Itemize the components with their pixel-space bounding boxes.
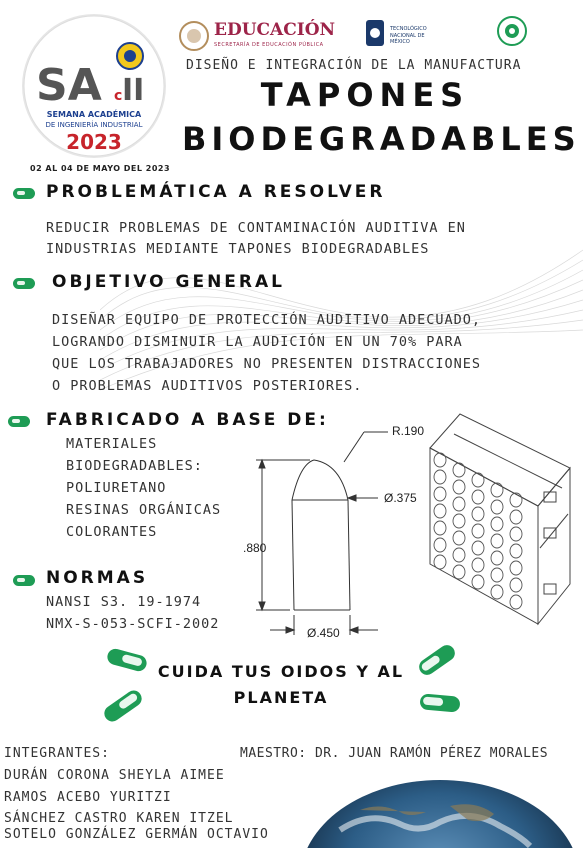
course-subtitle: DISEÑO E INTEGRACIÓN DE LA MANUFACTURA (186, 58, 522, 73)
svg-text:SA: SA (36, 60, 102, 111)
mold-hole (434, 487, 446, 501)
bullet-pill-icon (8, 416, 30, 427)
mold-hole (472, 524, 484, 538)
mold-hole (453, 463, 465, 477)
earplug-pill-icon (418, 690, 462, 716)
mold-hole (453, 565, 465, 579)
member-name: SÁNCHEZ CASTRO KAREN ITZEL (4, 811, 234, 826)
normas-item: NMX-S-053-SCFI-2002 (46, 616, 220, 632)
mold-isometric-drawing (420, 408, 580, 630)
badge-label-line1: SEMANA ACADÉMICA (46, 110, 142, 119)
radius-label: R.190 (392, 424, 425, 438)
badge-year: 2023 (66, 130, 122, 154)
title-line-2: BIODEGRADABLES (182, 120, 581, 158)
mold-hole (472, 541, 484, 555)
mold-hole (491, 500, 503, 514)
event-date: 02 AL 04 DE MAYO DEL 2023 (30, 164, 171, 173)
mold-hole (434, 453, 446, 467)
problematica-heading: PROBLEMÁTICA A RESOLVER (46, 182, 386, 202)
objetivo-line-3: QUE LOS TRABAJADORES NO PRESENTEN DISTRACCIONES (52, 356, 482, 372)
mold-hole (453, 514, 465, 528)
problematica-line-1: REDUCIR PROBLEMAS DE CONTAMINACIÓN AUDITIVA EN (46, 220, 466, 236)
member-name: SOTELO GONZÁLEZ GERMÁN OCTAVIO (4, 827, 269, 842)
fabricado-item: COLORANTES (66, 524, 158, 540)
mold-hole (453, 497, 465, 511)
earth-globe-image (280, 770, 583, 848)
institutional-seal-icon (496, 14, 528, 48)
mexico-seal-icon (178, 20, 210, 52)
mold-hole (491, 585, 503, 599)
objetivo-line-2: LOGRANDO DISMINUIR LA AUDICIÓN EN UN 70% PARA (52, 334, 463, 350)
fabricado-item: RESINAS ORGÁNICAS (66, 502, 222, 518)
mold-hole (434, 521, 446, 535)
mold-hole (510, 527, 522, 541)
mold-hole (510, 595, 522, 609)
mold-hole (510, 510, 522, 524)
mold-hole (491, 534, 503, 548)
mold-hole (434, 504, 446, 518)
badge-label-line2: DE INGENIERÍA INDUSTRIAL (45, 121, 143, 129)
mold-hole (453, 531, 465, 545)
mold-hole (472, 575, 484, 589)
normas-heading: NORMAS (46, 568, 149, 588)
fabricado-item: BIODEGRADABLES: (66, 458, 203, 474)
bullet-pill-icon (13, 575, 35, 586)
diameter-top-label: Ø.375 (384, 491, 417, 505)
members-label: INTEGRANTES: (4, 746, 110, 761)
tecnm-text-2: NACIONAL DE MÉXICO (390, 33, 425, 45)
mold-hole (434, 538, 446, 552)
normas-item: NANSI S3. 19-1974 (46, 594, 202, 610)
mold-hole (510, 561, 522, 575)
svg-text:II: II (122, 73, 145, 108)
title-line-1: TAPONES (260, 76, 470, 114)
slogan-line-1: CUIDA TUS OIDOS Y AL (157, 662, 405, 681)
objetivo-line-4: O PROBLEMAS AUDITIVOS POSTERIORES. (52, 378, 363, 394)
mold-hole (472, 558, 484, 572)
problematica-line-2: INDUSTRIAS MEDIANTE TAPONES BIODEGRADABLES (46, 241, 430, 257)
member-name: DURÁN CORONA SHEYLA AIMEE (4, 768, 225, 783)
member-name: RAMOS ACEBO YURITZI (4, 790, 172, 805)
mold-hole (453, 480, 465, 494)
fabricado-heading: FABRICADO A BASE DE: (46, 410, 329, 430)
tecnm-logo (364, 18, 444, 48)
diameter-bottom-label: Ø.450 (307, 626, 340, 640)
mold-hole (491, 568, 503, 582)
objetivo-heading: OBJETIVO GENERAL (52, 272, 285, 292)
earplug-pill-icon (98, 686, 148, 726)
teacher-name: MAESTRO: DR. JUAN RAMÓN PÉREZ MORALES (240, 746, 549, 761)
objetivo-line-1: DISEÑAR EQUIPO DE PROTECCIÓN AUDITIVO ADECUADO, (52, 312, 482, 328)
svg-text:c: c (114, 88, 123, 104)
bullet-pill-icon (13, 278, 35, 289)
mold-hole (510, 493, 522, 507)
educacion-logo (178, 20, 338, 52)
mold-hole (491, 483, 503, 497)
tecnm-text-1: TECNOLÓGICO (390, 26, 427, 32)
mold-hole (434, 555, 446, 569)
tecnm-gear-icon (364, 18, 386, 48)
mold-hole (434, 470, 446, 484)
educacion-title: EDUCACIÓN (214, 20, 336, 40)
earplug-technical-drawing (240, 420, 430, 650)
mold-hole (472, 490, 484, 504)
earplug-pill-icon (104, 646, 150, 674)
educacion-subtitle: SECRETARÍA DE EDUCACIÓN PÚBLICA (214, 42, 324, 48)
mold-hole (472, 473, 484, 487)
mold-hole (510, 544, 522, 558)
bullet-pill-icon (13, 188, 35, 199)
slogan-line-2: PLANETA (233, 688, 329, 707)
mold-hole (453, 548, 465, 562)
fabricado-item: POLIURETANO (66, 480, 167, 496)
mold-hole (491, 551, 503, 565)
mold-hole (510, 578, 522, 592)
height-label: .880 (243, 541, 267, 555)
earplug-pill-icon (414, 642, 460, 678)
mold-hole (491, 517, 503, 531)
semana-academica-badge (22, 14, 166, 158)
mold-hole (472, 507, 484, 521)
fabricado-item: MATERIALES (66, 436, 158, 452)
